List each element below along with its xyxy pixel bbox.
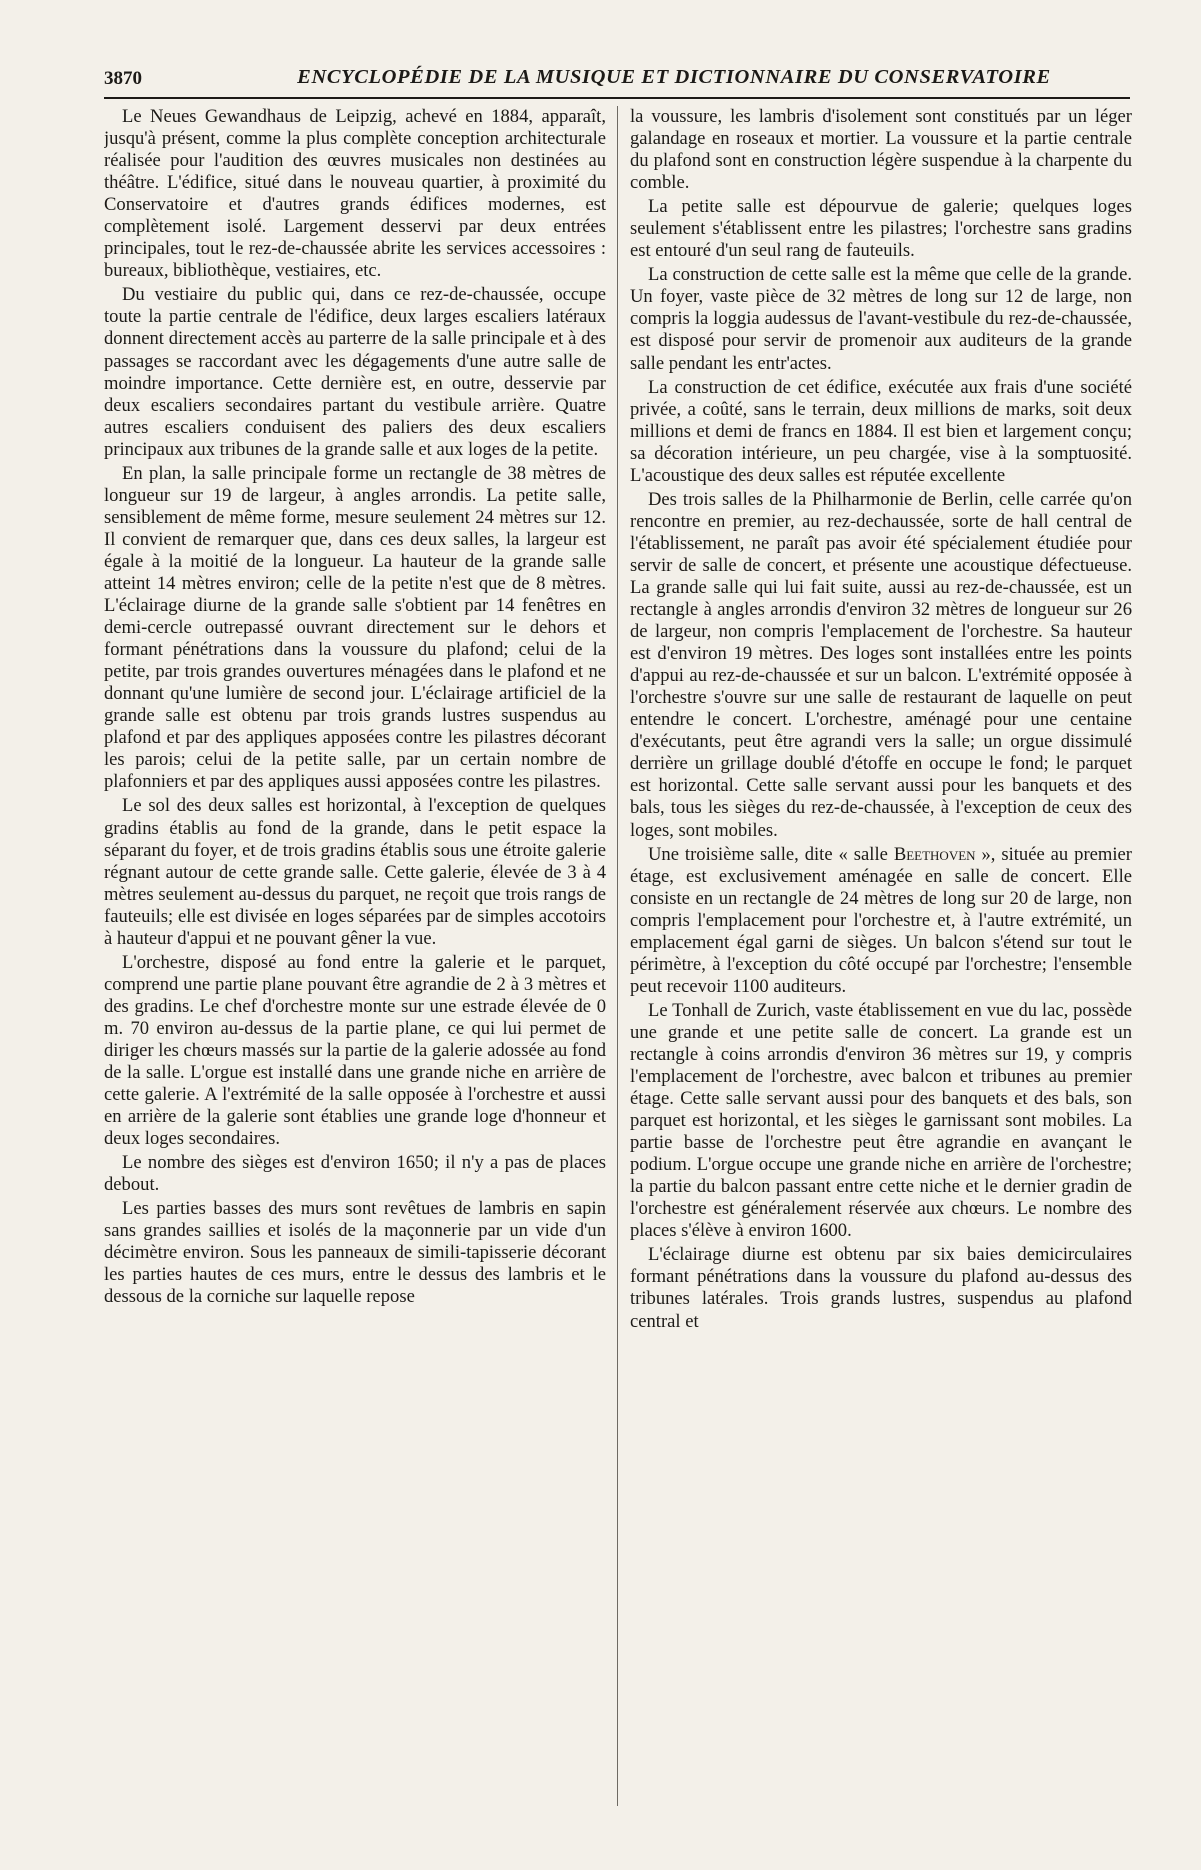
text-span: Une troisième salle, dite « salle (648, 843, 894, 865)
paragraph: Le nombre des sièges est d'environ 1650; il n'y a pas de places debout. (104, 1152, 606, 1196)
column-divider (617, 106, 618, 1806)
paragraph: L'éclairage diurne est obtenu par six baies demicirculaires formant pénétrations dans la voussure du plafond au-dessus des tribunes latérales. Trois grands lustres, suspendus au plafond central et (630, 1244, 1132, 1332)
paragraph: Les parties basses des murs sont revêtues de lambris en sapin sans grandes saillies et isolés de la maçonnerie par un vide d'un décimètre environ. Sous les panneaux de simili-tapisserie décorant les parties hautes de ces murs, entre le dessus des lambris et le dessous de la corniche sur laquelle repose (104, 1198, 606, 1308)
right-column (630, 106, 1132, 1846)
paragraph: En plan, la salle principale forme un rectangle de 38 mètres de longueur sur 19 de largeur, à angles arrondis. La petite salle, sensiblement de même forme, mesure seulement 24 mètres sur 12. Il convient de remarquer que, dans ces deux salles, la largeur est égale à la moitié de la longueur. La hauteur de la grande salle atteint 14 mètres environ; celle de la petite n'est que de 8 mètres. L'éclairage diurne de la grande salle s'obtient par 14 fenêtres en demi-cercle outrepassé ouvrant directement sur le dehors et formant pénétrations dans la voussure du plafond; celui de la petite, par trois grandes ouvertures ménagées dans le plafond et ne donnant qu'une lumière de second jour. L'éclairage artificiel de la grande salle est obtenu par trois grands lustres suspendus au plafond et par des appliques apposées contre les pilastres décorant les parois; celui de la petite salle, par un certain nombre de plafonniers et par des appliques aussi apposées contre les pilastres. (104, 462, 606, 793)
paragraph: Le sol des deux salles est horizontal, à l'exception de quelques gradins établis au fond de la grande, dans le petit espace la séparant du foyer, et de trois gradins établis sous une étroite galerie régnant autour de cette grande salle. Cette galerie, élevée de 3 à 4 mètres seulement au-dessus du parquet, ne reçoit que trois rangs de fauteuils; elle est divisée en loges séparées par de simples accotoirs à hauteur d'appui et ne pouvant gêner la vue. (104, 795, 606, 949)
paragraph-continuation: la voussure, les lambris d'isolement sont constitués par un léger galandage en roseaux et mortier. La voussure et la partie centrale du plafond sont en construction légère suspendue à la charpente du comble. (630, 106, 1132, 194)
paragraph-beethoven (630, 844, 1132, 998)
paragraph: La construction de cet édifice, exécutée aux frais d'une société privée, a coûté, sans le terrain, deux millions de marks, soit deux millions et demi de francs en 1884. Il est bien et largement conçu; sa décoration intérieure, un peu chargée, vise à la somptuosité. L'acoustique des deux salles est réputée excellente (630, 376, 1132, 486)
left-column (104, 106, 606, 1846)
paragraph: Le Tonhall de Zurich, vaste établissement en vue du lac, possède une grande et une petite salle de concert. La grande est un rectangle à coins arrondis d'environ 36 mètres sur 19, y compris l'emplacement de l'orchestre, avec balcon et tribunes au premier étage. Cette salle servant aussi pour des banquets et des bals, son parquet est horizontal, et les sièges le garnissant sont mobiles. La partie basse de l'orchestre peut être agrandie en avançant le podium. L'orgue occupe une grande niche en arrière de l'orchestre; la partie du balcon passant entre cette niche et le dernier gradin de l'orchestre est généralement réservée aux chœurs. Le nombre des places s'élève à environ 1600. (630, 999, 1132, 1242)
paragraph: La construction de cette salle est la même que celle de la grande. Un foyer, vaste pièce de 32 mètres de long sur 12 de large, non compris la loggia audessus de l'avant-vestibule du rez-de-chaussée, est disposé pour servir de promenoir aux auditeurs de la grande salle pendant les entr'actes. (630, 264, 1132, 374)
paragraph: Des trois salles de la Philharmonie de Berlin, celle carrée qu'on rencontre en premier, au rez-dechaussée, sorte de hall central de l'établissement, ne paraît pas avoir été spécialement étudiée pour servir de salle de concert, et présente une acoustique défectueuse. La grande salle qui lui fait suite, aussi au rez-de-chaussée, est un rectangle à angles arrondis d'environ 32 mètres de longueur sur 26 de largeur, non compris l'emplacement de l'orchestre. Sa hauteur est d'environ 19 mètres. Des loges sont installées entre les points d'appui au rez-de-chaussée et sur un balcon. L'extrémité opposée à l'orchestre s'ouvre sur une salle de restaurant de laquelle on peut entendre le concert. L'orchestre, aménagé pour une centaine d'exécutants, peut être agrandi vers la salle; un orgue dissimulé derrière un grillage doublé d'étoffe en occupe le fond; le parquet est horizontal. Cette salle servant aussi pour les banquets et des bals, tous les sièges du rez-de-chaussée, à l'exception de ceux des loges, sont mobiles. (630, 488, 1132, 841)
paragraph: Le Neues Gewandhaus de Leipzig, achevé en 1884, apparaît, jusqu'à présent, comme la plus complète conception architecturale réalisée pour l'audition des œuvres musicales non destinées au théâtre. L'édifice, situé dans le nouveau quartier, à proximité du Conservatoire et d'autres grands édifices modernes, est complètement isolé. Largement desservi par deux entrées principales, tout le rez-de-chaussée abrite les services accessoires : bureaux, bibliothèque, vestiaires, etc. (104, 106, 606, 282)
page-number: 3870 (104, 68, 142, 89)
paragraph: Du vestiaire du public qui, dans ce rez-de-chaussée, occupe toute la partie centrale de l'édifice, deux larges escaliers latéraux donnent directement accès au parterre de la salle principale et à des passages se raccordant avec les dégagements d'une autre salle de moindre importance. Cette dernière est, en outre, desservie par deux escaliers secondaires partant du vestibule arrière. Quatre autres escaliers conduisent des paliers des deux escaliers principaux aux tribunes de la grande salle et aux loges de la petite. (104, 284, 606, 460)
header-rule (104, 97, 1130, 99)
salle-name: Beethoven (893, 843, 976, 865)
running-title: ENCYCLOPÉDIE DE LA MUSIQUE ET DICTIONNAIRE DU CONSERVATOIRE (297, 66, 1051, 88)
text-span: », située au premier étage, est exclusivement aménagée en salle de concert. Elle consiste en un rectangle de 24 mètres de long sur 20 de large, non compris l'emplacement pour l'orchestre et, à l'autre extrémité, un emplacement égal garni de sièges. Un balcon s'étend sur tout le périmètre, à l'exception du côté occupé par l'orchestre; l'ensemble peut recevoir 1100 auditeurs. (630, 843, 1132, 997)
paragraph: L'orchestre, disposé au fond entre la galerie et le parquet, comprend une partie plane pouvant être agrandie de 2 à 3 mètres et des gradins. Le chef d'orchestre monte sur une estrade élevée de 0 m. 70 environ au-dessus de la partie plane, ce qui lui permet de diriger les chœurs massés sur la partie de la galerie adossée au fond de la salle. L'orgue est installé dans une grande niche en arrière de cette galerie. A l'extrémité de la salle opposée à l'orchestre et aussi en arrière de la galerie sont établies une grande loge d'honneur et deux loges secondaires. (104, 951, 606, 1150)
paragraph: La petite salle est dépourvue de galerie; quelques loges seulement s'établissent entre les pilastres; l'orchestre sans gradins est entouré d'un seul rang de fauteuils. (630, 196, 1132, 262)
